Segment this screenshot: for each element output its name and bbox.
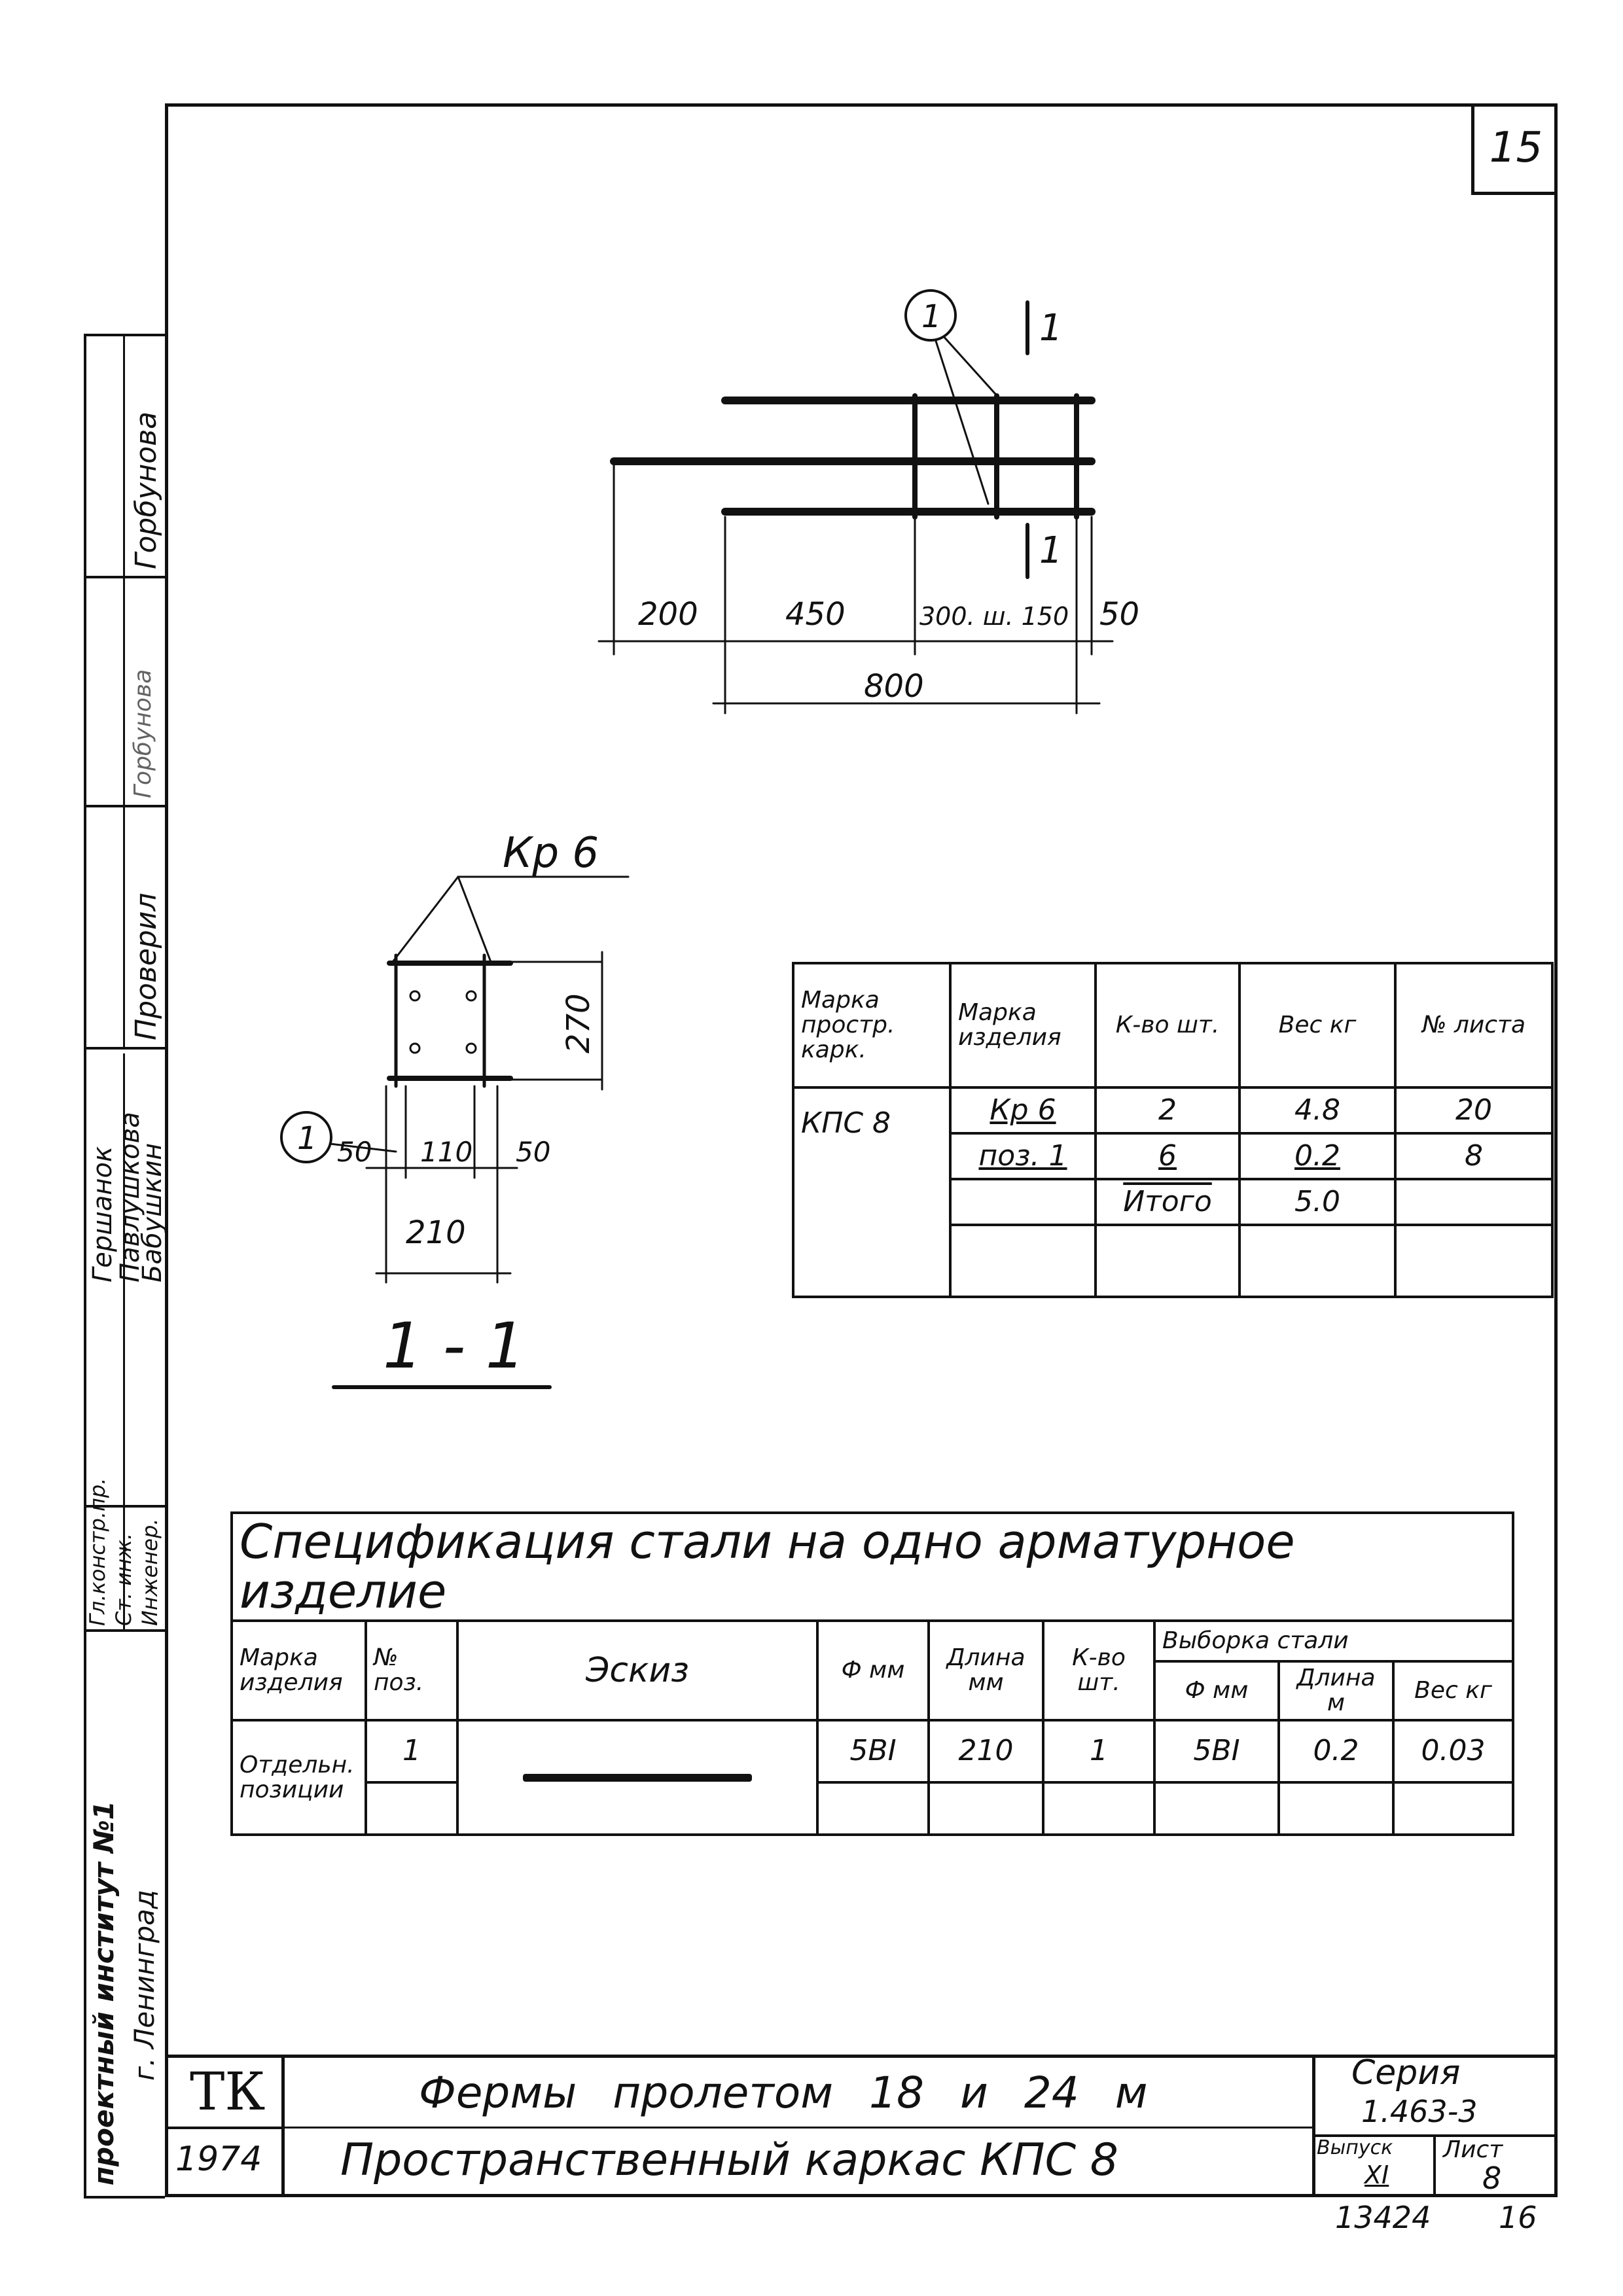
issue-label: Выпуск [1317, 2136, 1393, 2159]
table-cell: 0.2 [1240, 1133, 1395, 1179]
dim-800: 800 [864, 668, 924, 705]
strip-divider [84, 1047, 165, 1050]
strip-name-gorbunova: Горбунова [130, 411, 163, 569]
spec-row-pos: 1 [366, 1720, 457, 1782]
table-cell: 20 [1395, 1087, 1552, 1133]
spec-header-length: Длина мм [929, 1621, 1043, 1720]
sheet-label: Лист [1443, 2136, 1503, 2163]
kps-mark-cell: КПС 8 [793, 1087, 950, 1297]
section-dim-50-left: 50 [337, 1136, 372, 1168]
title-line1: Фермы пролетом 18 и 24 м [419, 2068, 1148, 2118]
table-cell: Итого [1096, 1179, 1240, 1225]
title-code: ТК [190, 2061, 266, 2122]
spec-row-length: 210 [929, 1720, 1043, 1782]
kps-table [792, 962, 1554, 1298]
kps-header-qty: К-во шт. [1096, 963, 1240, 1087]
kps-header-weight: Вес кг [1240, 963, 1395, 1087]
table-cell [817, 1782, 929, 1835]
kps-header-mark: Марка простр. карк. [793, 963, 950, 1087]
table-cell: Кр 6 [950, 1087, 1096, 1133]
callout-number: 1 [921, 298, 942, 335]
series-label: Серия [1351, 2053, 1461, 2093]
series-value: 1.463-3 [1361, 2094, 1478, 2129]
section-callout: 1 [297, 1120, 317, 1157]
table-cell [1393, 1782, 1513, 1835]
table-cell [950, 1225, 1096, 1297]
spec-row-dia: 5BI [817, 1720, 929, 1782]
section-dim-50-right: 50 [516, 1136, 551, 1168]
section-label-kr6: Кр 6 [503, 829, 599, 877]
title-block-divider [1433, 2134, 1436, 2197]
frame-elevation-drawing [0, 0, 1623, 851]
spec-header-sketch: Эскиз [457, 1621, 817, 1720]
spec-row-qty: 1 [1043, 1720, 1154, 1782]
dim-50: 50 [1099, 596, 1140, 633]
table-cell [366, 1782, 457, 1835]
table-cell [1395, 1225, 1552, 1297]
strip-city: г. Ленинград [128, 1890, 160, 2081]
spec-header-selection: Выборка стали [1154, 1621, 1513, 1661]
table-cell: 6 [1096, 1133, 1240, 1179]
spec-row-sel-dia: 5BI [1154, 1720, 1279, 1782]
table-cell: поз. 1 [950, 1133, 1096, 1179]
page-number: 15 [1471, 103, 1558, 195]
spec-header-sel-weight: Вес кг [1393, 1661, 1513, 1720]
spec-header-qty: К-во шт. [1043, 1621, 1154, 1720]
table-cell: 2 [1096, 1087, 1240, 1133]
strip-institute: проектный институт №1 [88, 1801, 120, 2185]
spec-header-mark: Марка изделия [232, 1621, 366, 1720]
spec-title: Спецификация стали на одно арматурное изделие [232, 1513, 1513, 1621]
section-mark-top: 1 [1039, 307, 1063, 349]
strip-name-pavlushkova: Павлушкова [115, 1112, 145, 1282]
spec-header-dia: Ф мм [817, 1621, 929, 1720]
section-dim-110: 110 [420, 1136, 473, 1168]
title-line2: Пространственный каркас КПС 8 [340, 2134, 1118, 2186]
table-cell [1279, 1782, 1393, 1835]
dim-450: 450 [785, 596, 846, 633]
strip-role-senior: Ст. инж. [111, 1532, 136, 1626]
issue-value: XI [1364, 2161, 1389, 2189]
spec-row-sel-weight: 0.03 [1393, 1720, 1513, 1782]
title-block-divider [281, 2127, 1315, 2128]
title-block-divider [165, 2127, 285, 2129]
title-block-divider [1312, 2055, 1315, 2197]
strip-signature: Горбунова [130, 669, 156, 798]
spec-header-sel-dia: Ф мм [1154, 1661, 1279, 1720]
table-cell [929, 1782, 1043, 1835]
table-cell [1096, 1225, 1240, 1297]
table-cell: 4.8 [1240, 1087, 1395, 1133]
spec-header-pos: № поз. [366, 1621, 457, 1720]
table-cell [950, 1179, 1096, 1225]
title-year: 1974 [175, 2140, 262, 2179]
table-cell [1043, 1782, 1154, 1835]
spec-row-mark: Отдельн. позиции [232, 1720, 366, 1835]
table-cell [1240, 1225, 1395, 1297]
spec-row-sketch [457, 1720, 817, 1835]
spec-row-sel-length: 0.2 [1279, 1720, 1393, 1782]
footer-sheet: 16 [1499, 2200, 1537, 2235]
strip-name-babushkin: Бабушкин [137, 1142, 168, 1282]
section-drawing [249, 811, 707, 1426]
table-cell [1154, 1782, 1279, 1835]
strip-divider [84, 1629, 165, 1632]
rebar-sketch-line [523, 1774, 752, 1782]
spec-header-sel-length: Длина м [1279, 1661, 1393, 1720]
kps-header-product: Марка изделия [950, 963, 1096, 1087]
table-cell: 5.0 [1240, 1179, 1395, 1225]
section-mark-bottom: 1 [1039, 529, 1063, 572]
strip-role-chief: Гл.констр.пр. [85, 1477, 110, 1626]
sheet-value: 8 [1482, 2161, 1502, 2196]
table-cell: 8 [1395, 1133, 1552, 1179]
section-width-dim: 210 [406, 1214, 466, 1251]
section-height-dim: 270 [560, 993, 597, 1053]
strip-role-engineer: Инженер. [137, 1518, 162, 1626]
title-block-divider [281, 2055, 285, 2197]
section-title: 1 - 1 [383, 1309, 526, 1383]
dim-200: 200 [638, 596, 698, 633]
spec-table [230, 1511, 1514, 1836]
strip-proveril: Проверил [130, 892, 163, 1040]
table-cell [1395, 1179, 1552, 1225]
strip-name-gershanok: Гершанок [88, 1146, 118, 1282]
dim-300: 300. ш. 150 [919, 602, 1069, 631]
footer-number: 13424 [1335, 2200, 1431, 2235]
kps-header-sheet: № листа [1395, 963, 1552, 1087]
